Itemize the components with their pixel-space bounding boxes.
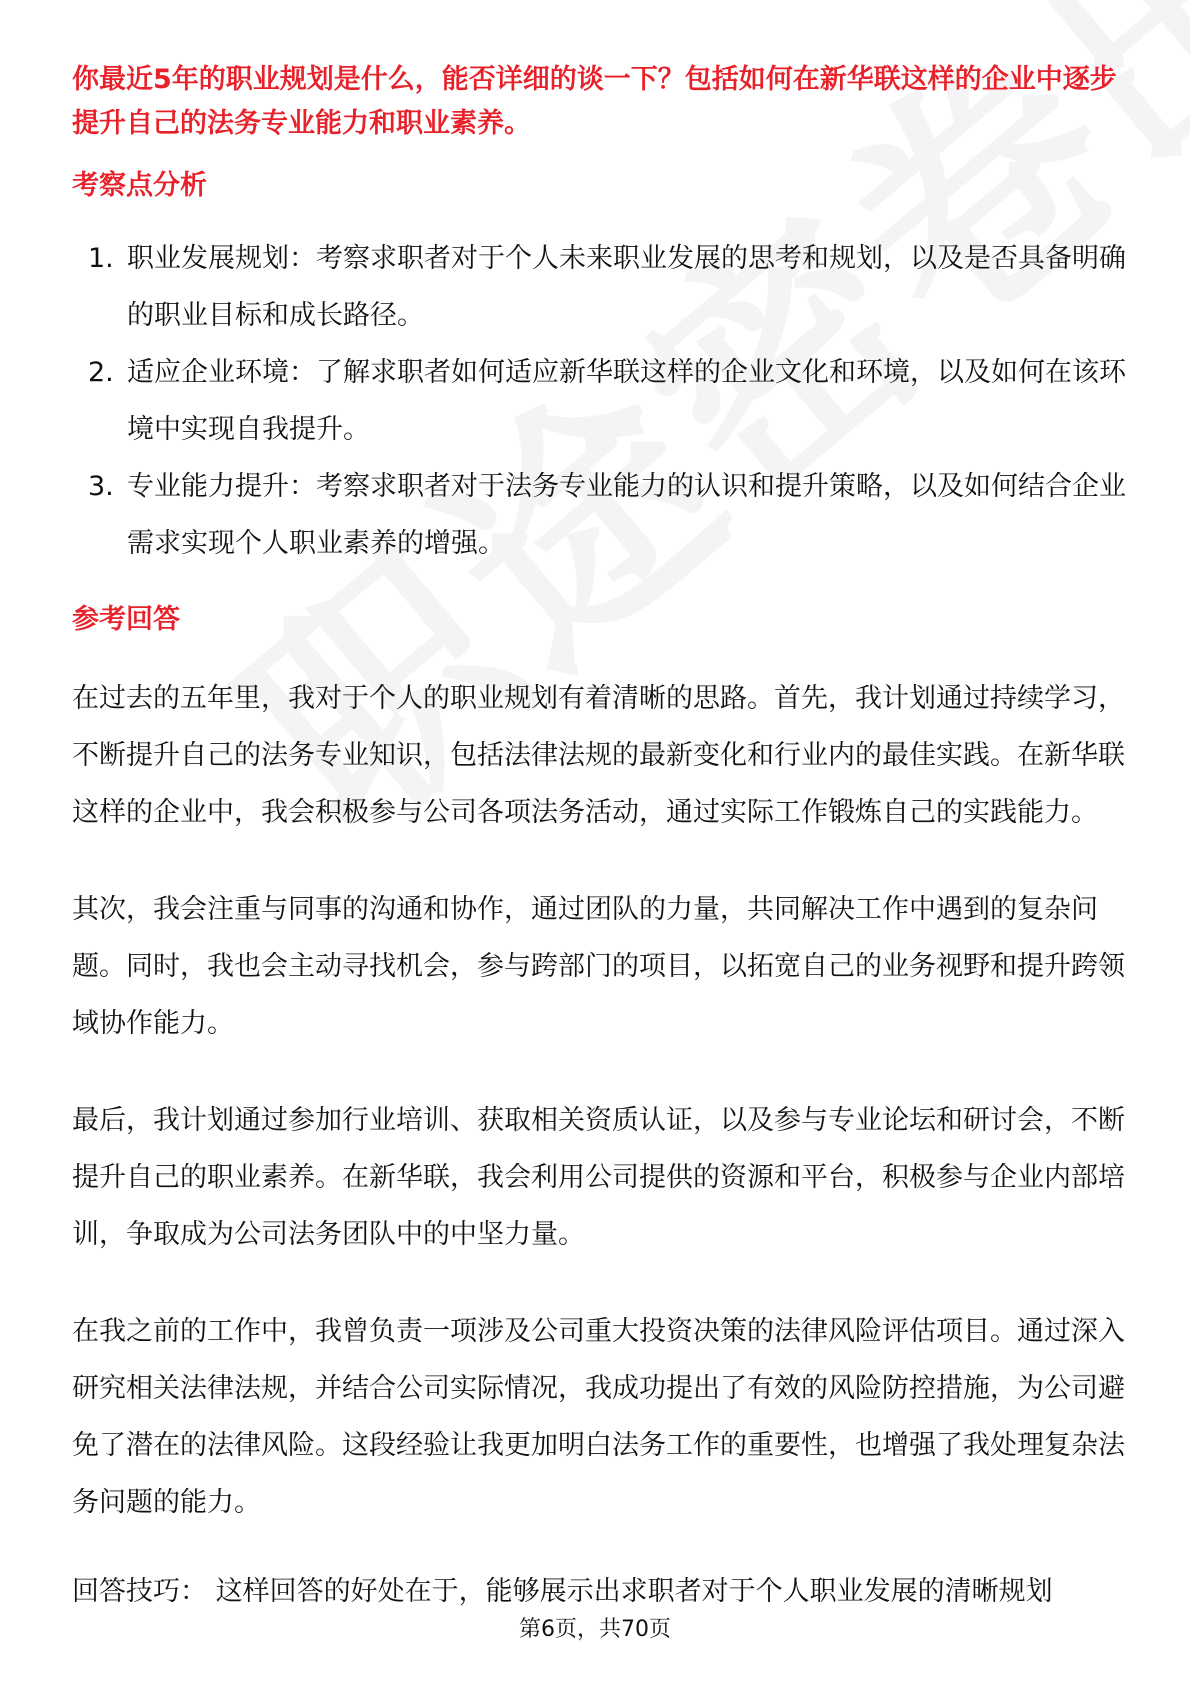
point-number: 2. xyxy=(88,357,114,388)
point-number: 1. xyxy=(88,243,114,274)
point-text: 职业发展规划：考察求职者对于个人未来职业发展的思考和规划，以及是否具备明确的职业目标和成长路径。 xyxy=(127,243,1126,331)
point-text: 专业能力提升：考察求职者对于法务专业能力的认识和提升策略，以及如何结合企业需求实现个人职业素养的增强。 xyxy=(127,471,1126,559)
answer-paragraph: 在过去的五年里，我对于个人的职业规划有着清晰的思路。首先，我计划通过持续学习，不断提升自己的法务专业知识，包括法律法规的最新变化和行业内的最佳实践。在新华联这样的企业中，我会积极参与公司各项法务活动，通过实际工作锻炼自己的实践能力。 xyxy=(72,683,1125,828)
answer-title: 参考回答 xyxy=(72,604,180,635)
answer-tips: 回答技巧： 这样回答的好处在于，能够展示出求职者对于个人职业发展的清晰规划 xyxy=(72,1576,1053,1607)
analysis-point xyxy=(72,458,1132,572)
document-content xyxy=(72,58,1132,1620)
analysis-point xyxy=(72,344,1132,458)
analysis-title: 考察点分析 xyxy=(72,170,207,201)
answer-paragraph: 最后，我计划通过参加行业培训、获取相关资质认证，以及参与专业论坛和研讨会，不断提升自己的职业素养。在新华联，我会利用公司提供的资源和平台，积极参与企业内部培训，争取成为公司法务团队中的中坚力量。 xyxy=(72,1105,1125,1250)
page-footer: 第6页，共70页 xyxy=(519,1617,671,1642)
answer-paragraph: 其次，我会注重与同事的沟通和协作，通过团队的力量，共同解决工作中遇到的复杂问题。同时，我也会主动寻找机会，参与跨部门的项目，以拓宽自己的业务视野和提升跨领域协作能力。 xyxy=(72,894,1125,1039)
point-text: 适应企业环境：了解求职者如何适应新华联这样的企业文化和环境，以及如何在该环境中实现自我提升。 xyxy=(127,357,1126,445)
analysis-points xyxy=(72,230,1132,572)
interview-question: 你最近5年的职业规划是什么，能否详细的谈一下？包括如何在新华联这样的企业中逐步提升自己的法务专业能力和职业素养。 xyxy=(72,64,1117,139)
answer-paragraph: 在我之前的工作中，我曾负责一项涉及公司重大投资决策的法律风险评估项目。通过深入研究相关法律法规，并结合公司实际情况，我成功提出了有效的风险防控措施，为公司避免了潜在的法律风险。这段经验让我更加明白法务工作的重要性，也增强了我处理复杂法务问题的能力。 xyxy=(72,1316,1125,1518)
analysis-point xyxy=(72,230,1132,344)
point-number: 3. xyxy=(88,471,114,502)
